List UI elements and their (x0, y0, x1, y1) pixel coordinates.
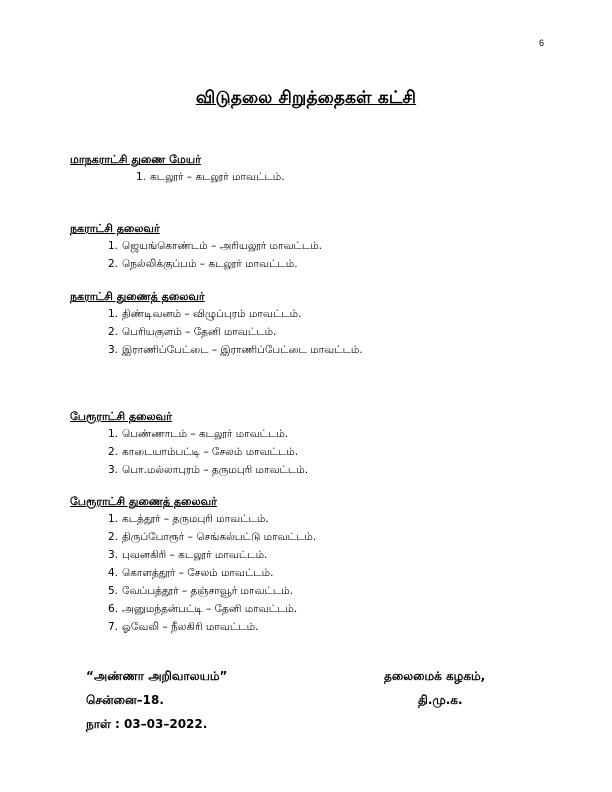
signature-line-2: தி.மு.க. (418, 693, 463, 707)
item-text: பெண்ணாடம் – கடலூர் மாவட்டம். (122, 428, 289, 440)
item-number: 6. (108, 603, 119, 615)
item-text: காடையாம்பட்டி – சேலம் மாவட்டம். (122, 446, 299, 458)
list-item (108, 443, 550, 461)
footer-address-block (86, 664, 227, 736)
item-number: 7. (108, 621, 119, 633)
item-text: புவனகிரி – கடலூர் மாவட்டம். (122, 549, 268, 561)
item-number: 2. (108, 531, 119, 543)
item-list (70, 305, 550, 359)
list-item (108, 564, 550, 582)
item-number: 3. (108, 464, 119, 476)
item-text: திருப்போரூர் – செங்கல்பட்டு மாவட்டம். (122, 531, 317, 543)
item-list (70, 425, 550, 479)
list-item (108, 582, 550, 600)
list-item (108, 341, 550, 359)
footer-signature-block (384, 664, 485, 712)
item-list (70, 237, 550, 273)
item-text: திண்டிவனம் – விழுப்புரம் மாவட்டம். (122, 308, 302, 320)
item-number: 1. (108, 428, 119, 440)
list-item (108, 510, 550, 528)
page-title: விடுதலை சிறுத்தைகள் கட்சி (195, 88, 417, 108)
section-town-panchayat-vice-chair (70, 494, 550, 636)
signature-line-1: தலைமைக் கழகம், (384, 669, 486, 683)
list-item (108, 425, 550, 443)
address-line-1: “அண்ணா அறிவாலயம்” (86, 669, 228, 683)
item-number: 1. (108, 513, 119, 525)
item-number: 2. (108, 258, 119, 270)
list-item (108, 546, 550, 564)
section-municipality-chair (70, 221, 550, 273)
item-number: 1. (108, 240, 119, 252)
list-item (108, 323, 550, 341)
item-text: வேப்பத்தூர் – தஞ்சாவூர் மாவட்டம். (122, 585, 294, 597)
section-heading: நகராட்சி தலைவர் (70, 222, 160, 235)
item-number: 1. (108, 308, 119, 320)
item-number: 3. (108, 549, 119, 561)
item-text: இராணிப்பேட்டை – இராணிப்பேட்டை மாவட்டம். (122, 344, 363, 356)
item-number: 3. (108, 344, 119, 356)
item-number: 1. (136, 171, 147, 183)
item-number: 2. (108, 326, 119, 338)
section-deputy-mayor (70, 152, 550, 186)
section-heading: மாநகராட்சி துணை மேயர் (70, 153, 201, 166)
list-item (108, 600, 550, 618)
section-municipality-vice-chair (70, 289, 550, 359)
item-list (70, 168, 550, 186)
item-number: 4. (108, 567, 119, 579)
item-number: 2. (108, 446, 119, 458)
list-item (108, 305, 550, 323)
list-item (108, 255, 550, 273)
section-heading: பேரூராட்சி தலைவர் (70, 410, 172, 423)
item-list (70, 510, 550, 636)
item-text: கடலூர் – கடலூர் மாவட்டம். (150, 171, 285, 183)
item-text: ஜெயங்கொண்டம் – அரியலூர் மாவட்டம். (122, 240, 323, 252)
item-text: கடத்தூர் – தருமபுரி மாவட்டம். (122, 513, 269, 525)
item-number: 5. (108, 585, 119, 597)
item-text: பெரியகுளம் – தேனி மாவட்டம். (122, 326, 277, 338)
date-line: நாள் : 03–03–2022. (86, 717, 208, 731)
item-text: பொ.மல்லாபுரம் – தருமபுரி மாவட்டம். (122, 464, 309, 476)
section-heading: பேரூராட்சி துணைத் தலைவர் (70, 495, 217, 508)
list-item (136, 168, 550, 186)
page-number: 6 (538, 38, 544, 48)
list-item (108, 528, 550, 546)
list-item (108, 461, 550, 479)
section-heading: நகராட்சி துணைத் தலைவர் (70, 290, 205, 303)
item-text: கொளத்தூர் – சேலம் மாவட்டம். (122, 567, 274, 579)
item-text: அனுமந்தன்பட்டி – தேனி மாவட்டம். (122, 603, 298, 615)
list-item (108, 618, 550, 636)
section-town-panchayat-chair (70, 409, 550, 479)
item-text: நெல்லிக்குப்பம் – கடலூர் மாவட்டம். (122, 258, 298, 270)
address-line-2: சென்னை–18. (86, 693, 164, 707)
item-text: ஓவேலி – நீலகிரி மாவட்டம். (122, 621, 259, 633)
list-item (108, 237, 550, 255)
